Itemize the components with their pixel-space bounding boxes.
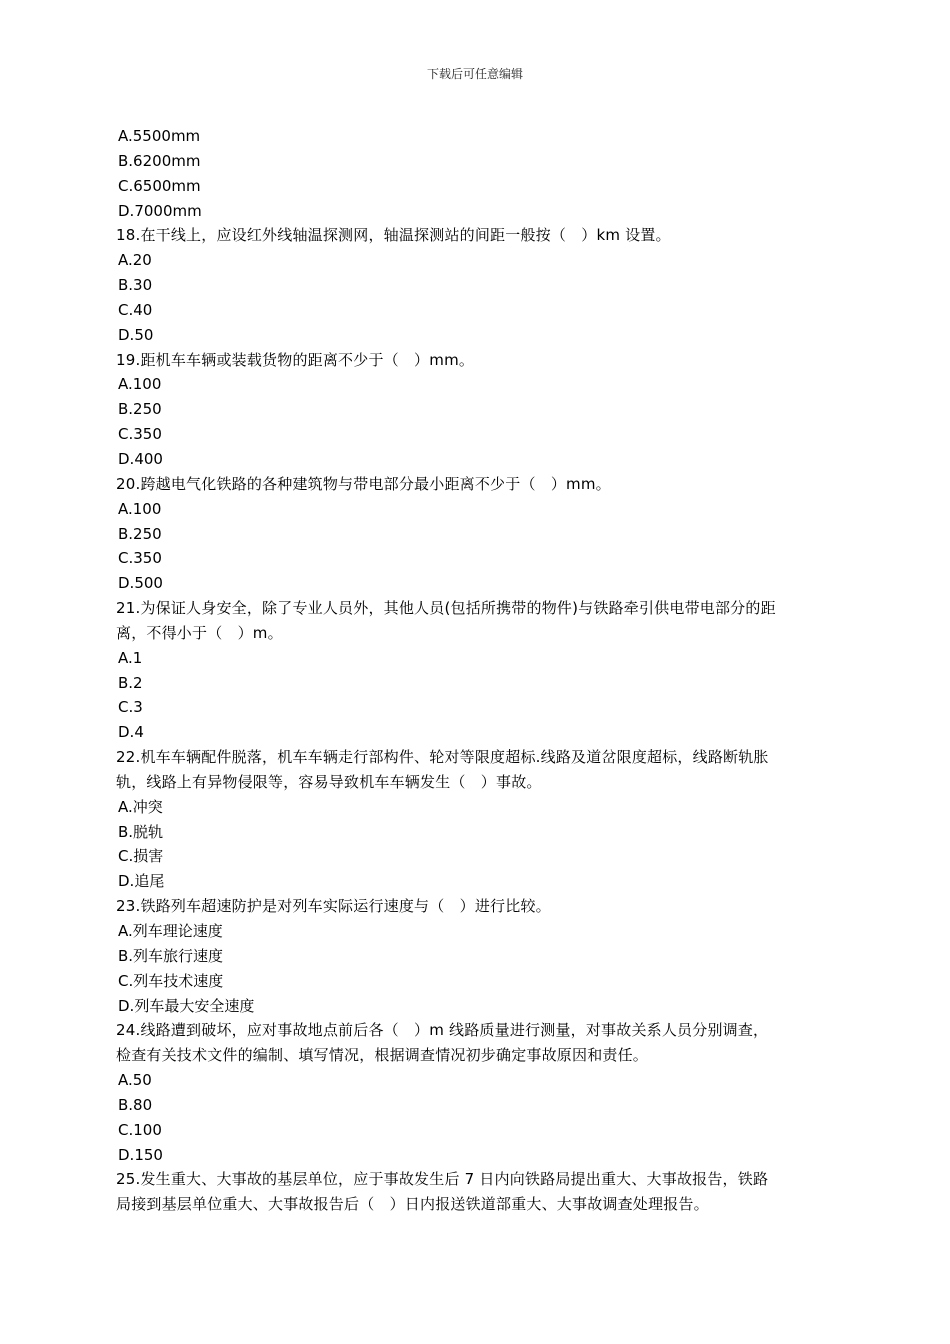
- question-22-line-2: 轨，线路上有异物侵限等，容易导致机车车辆发生（ ）事故。: [116, 772, 542, 791]
- question-21-line-2: 离，不得小于（ ）m。: [116, 623, 283, 642]
- option-b: B.2: [118, 673, 143, 692]
- option-c: C.350: [118, 549, 162, 568]
- option-d: D.50: [118, 325, 154, 344]
- option-d: D.400: [118, 449, 163, 468]
- option-b: B.250: [118, 400, 162, 419]
- option-c: C.350: [118, 425, 162, 444]
- option-c: C.损害: [118, 847, 164, 866]
- option-d: D.追尾: [118, 872, 165, 891]
- option-a: A.50: [118, 1071, 152, 1090]
- question-21-line-1: 21.为保证人身安全，除了专业人员外，其他人员(包括所携带的物件)与铁路牵引供电带电部分的距: [116, 599, 776, 618]
- question-19: 19.距机车车辆或装载货物的距离不少于（ ）mm。: [116, 350, 475, 369]
- option-b: B.80: [118, 1095, 153, 1114]
- option-c: C.6500mm: [118, 176, 201, 195]
- option-a: A.1: [118, 648, 143, 667]
- question-list: [116, 124, 838, 1217]
- option-c: C.40: [118, 300, 153, 319]
- option-c: C.100: [118, 1120, 162, 1139]
- question-25-line-1: 25.发生重大、大事故的基层单位，应于事故发生后 7 日内向铁路局提出重大、大事故报告，铁路: [116, 1170, 769, 1189]
- page-header: 下载后可任意编辑: [426, 67, 523, 81]
- option-b: B.列车旅行速度: [118, 946, 224, 965]
- question-22-line-1: 22.机车车辆配件脱落，机车车辆走行部构件、轮对等限度超标.线路及道岔限度超标，线路断轨胀: [116, 748, 769, 767]
- option-d: D.150: [118, 1145, 163, 1164]
- option-b: B.250: [118, 524, 162, 543]
- option-d: D.500: [118, 574, 163, 593]
- option-a: A.100: [118, 375, 162, 394]
- question-25-line-2: 局接到基层单位重大、大事故报告后（ ）日内报送铁道部重大、大事故调查处理报告。: [116, 1195, 709, 1214]
- option-b: B.6200mm: [118, 151, 201, 170]
- question-23: 23.铁路列车超速防护是对列车实际运行速度与（ ）进行比较。: [116, 897, 551, 916]
- question-20: 20.跨越电气化铁路的各种建筑物与带电部分最小距离不少于（ ）mm。: [116, 474, 611, 493]
- question-24-line-1: 24.线路遭到破坏，应对事故地点前后各（ ）m 线路质量进行测量，对事故关系人员分别调查，: [116, 1021, 769, 1040]
- option-b: B.30: [118, 276, 153, 295]
- option-d: D.4: [118, 723, 144, 742]
- option-a: A.冲突: [118, 797, 163, 816]
- option-b: B.脱轨: [118, 822, 164, 841]
- question-18: 18.在干线上，应设红外线轴温探测网，轴温探测站的间距一般按（ ）km 设置。: [116, 226, 671, 245]
- option-a: A.100: [118, 499, 162, 518]
- option-d: D.列车最大安全速度: [118, 996, 255, 1015]
- option-d: D.7000mm: [118, 201, 202, 220]
- option-a: A.列车理论速度: [118, 922, 223, 940]
- option-c: C.列车技术速度: [118, 971, 224, 990]
- option-a: A.20: [118, 251, 152, 270]
- question-24-line-2: 检查有关技术文件的编制、填写情况，根据调查情况初步确定事故原因和责任。: [116, 1046, 649, 1065]
- option-c: C.3: [118, 698, 143, 717]
- option-a: A.5500mm: [118, 127, 201, 145]
